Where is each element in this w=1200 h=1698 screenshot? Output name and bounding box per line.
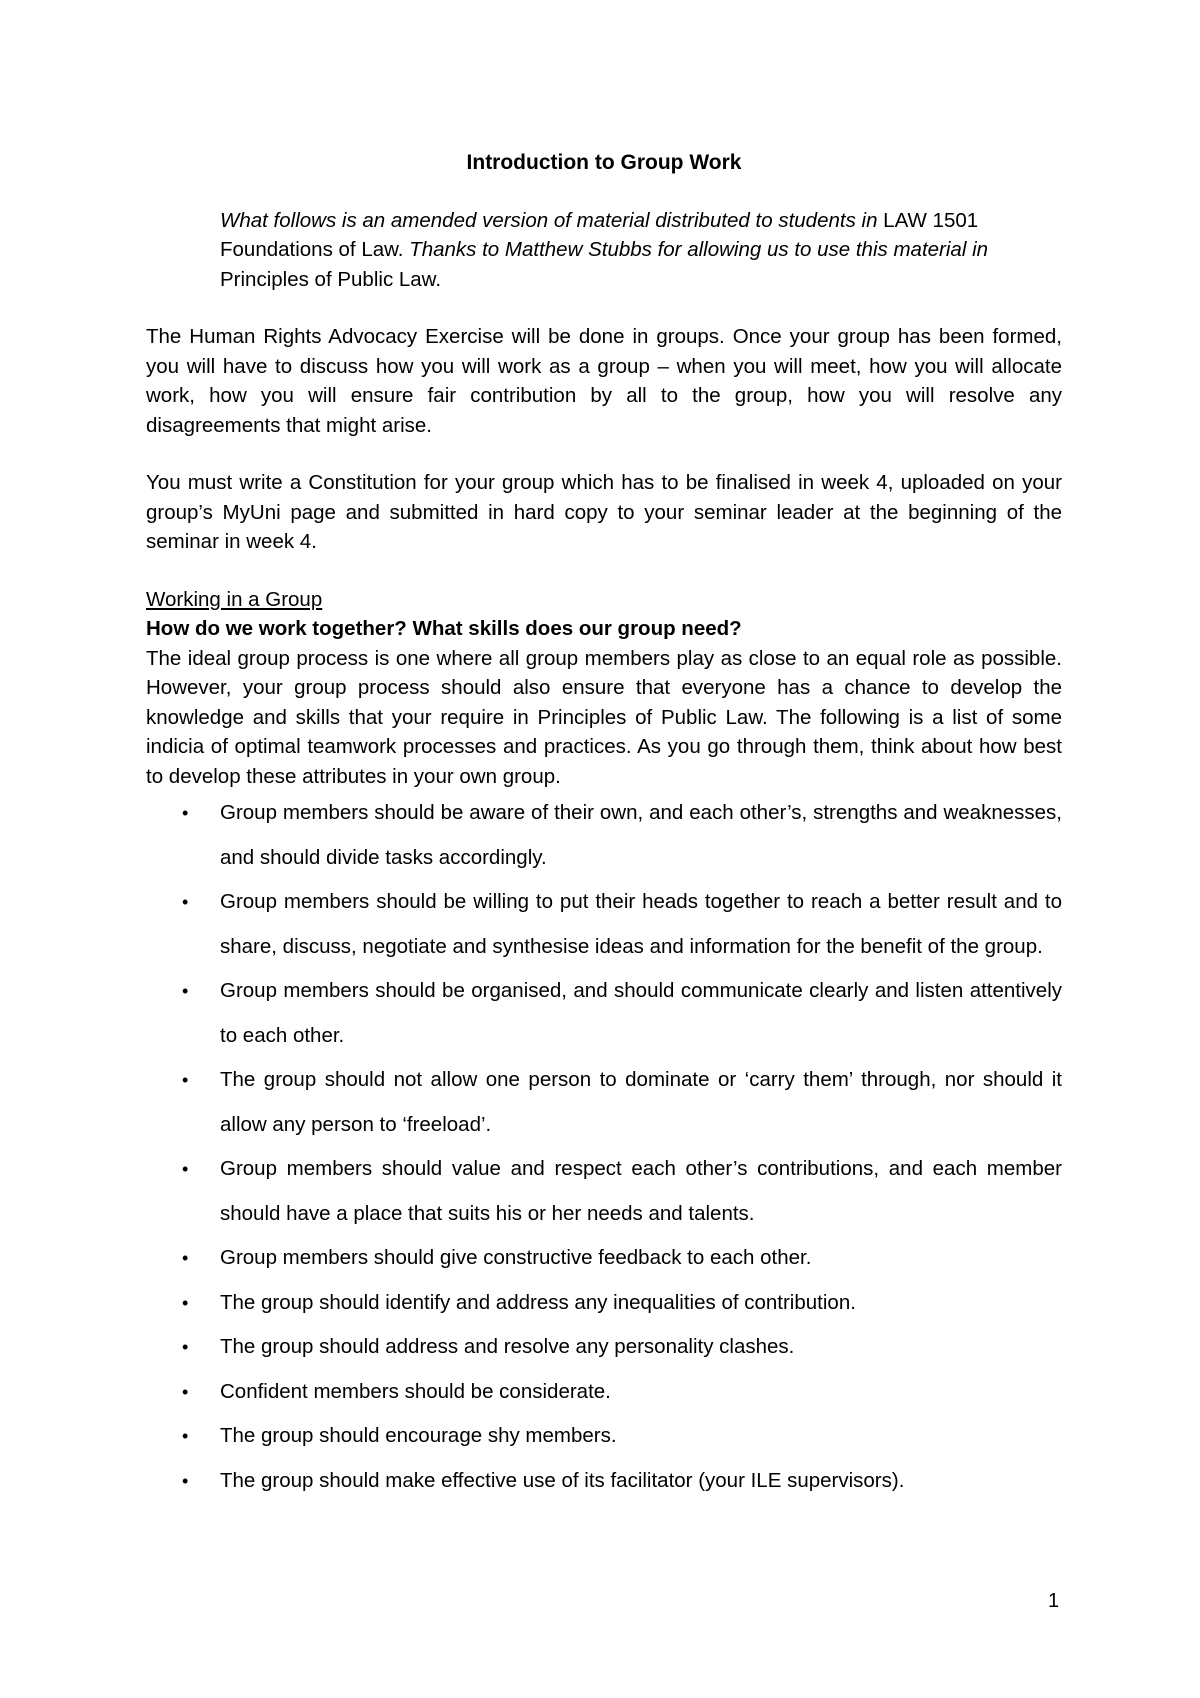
bullet-icon: •	[182, 1070, 189, 1090]
section-body: The ideal group process is one where all group members play as close to an equal role as possible. However, your group process should also ensure that everyone has a chance to develop the knowledge and skills that your require in Principles of Public Law. The following is a list of some indicia of optimal teamwork processes and practices. As you go through them, think about how best to develop these attributes in your own group.	[146, 646, 1062, 788]
bullet-icon: •	[182, 1337, 189, 1357]
document-title: Introduction to Group Work	[466, 151, 742, 174]
list-item	[146, 1325, 1062, 1370]
list-item-text: The group should make effective use of its facilitator (your ILE supervisors).	[220, 1468, 905, 1492]
list-item	[146, 1281, 1062, 1326]
list-item	[146, 1236, 1062, 1281]
list-item	[146, 1370, 1062, 1415]
list-item	[146, 1058, 1062, 1147]
intro-note	[220, 206, 1062, 295]
bullet-icon: •	[182, 803, 189, 823]
intro-italic-1: What follows is an amended version of material distributed to students in	[220, 208, 878, 232]
bullet-icon: •	[182, 1292, 189, 1313]
list-item	[146, 969, 1062, 1058]
bullet-icon: •	[182, 1248, 189, 1268]
bullet-icon: •	[182, 1381, 189, 1402]
list-item-text: Group members should be willing to put their heads together to reach a better result and to share, discuss, negotiate and synthesise ideas and information for the benefit of the group.	[220, 890, 1062, 958]
list-item	[146, 1459, 1062, 1504]
list-item-text: The group should address and resolve any personality clashes.	[220, 1335, 795, 1358]
list-item	[146, 1414, 1062, 1459]
list-item-text: Group members should value and respect each other’s contributions, and each member should have a place that suits his or her needs and talents.	[220, 1157, 1062, 1225]
bullet-icon: •	[182, 1426, 189, 1446]
intro-normal-1: LAW 1501 Foundations of Law.	[220, 208, 979, 261]
list-item-text: Group members should be organised, and should communicate clearly and listen attentively to each other.	[220, 979, 1062, 1047]
paragraph-constitution: You must write a Constitution for your group which has to be finalised in week 4, uploaded on your group’s MyUni page and submitted in hard copy to your seminar leader at the beginning of the seminar in week 4.	[146, 471, 1062, 553]
bullet-icon: •	[182, 981, 189, 1001]
intro-italic-2: Thanks to Matthew Stubbs for allowing us to use this material in	[409, 238, 989, 261]
list-item	[146, 791, 1062, 880]
bullet-icon: •	[182, 1159, 189, 1179]
list-item-text: The group should identify and address any inequalities of contribution.	[220, 1290, 856, 1314]
list-item-text: Group members should be aware of their own, and each other’s, strengths and weaknesses, and should divide tasks accordingly.	[220, 801, 1062, 869]
list-item-text: Confident members should be considerate.	[220, 1379, 611, 1403]
teamwork-list	[146, 791, 1062, 1503]
document-content	[146, 148, 1062, 1503]
page-number: 1	[1048, 1590, 1060, 1612]
bullet-icon: •	[182, 1470, 189, 1491]
list-item	[146, 1147, 1062, 1236]
list-item-text: The group should not allow one person to dominate or ‘carry them’ through, nor should it allow any person to ‘freeload’.	[220, 1068, 1062, 1136]
list-item-text: The group should encourage shy members.	[220, 1424, 617, 1447]
list-item	[146, 880, 1062, 969]
paragraph-group-formation: The Human Rights Advocacy Exercise will be done in groups. Once your group has been formed, you will have to discuss how you will work as a group – when you will meet, how you will allocate work, how you will ensure fair contribution by all to the group, how you will resolve any disagreements that might arise.	[146, 325, 1062, 437]
intro-normal-2: Principles of Public Law.	[220, 267, 442, 291]
list-item-text: Group members should give constructive feedback to each other.	[220, 1246, 812, 1269]
section-heading: Working in a Group	[146, 587, 323, 611]
section-subheading: How do we work together? What skills does our group need?	[146, 617, 742, 640]
bullet-icon: •	[182, 892, 189, 912]
